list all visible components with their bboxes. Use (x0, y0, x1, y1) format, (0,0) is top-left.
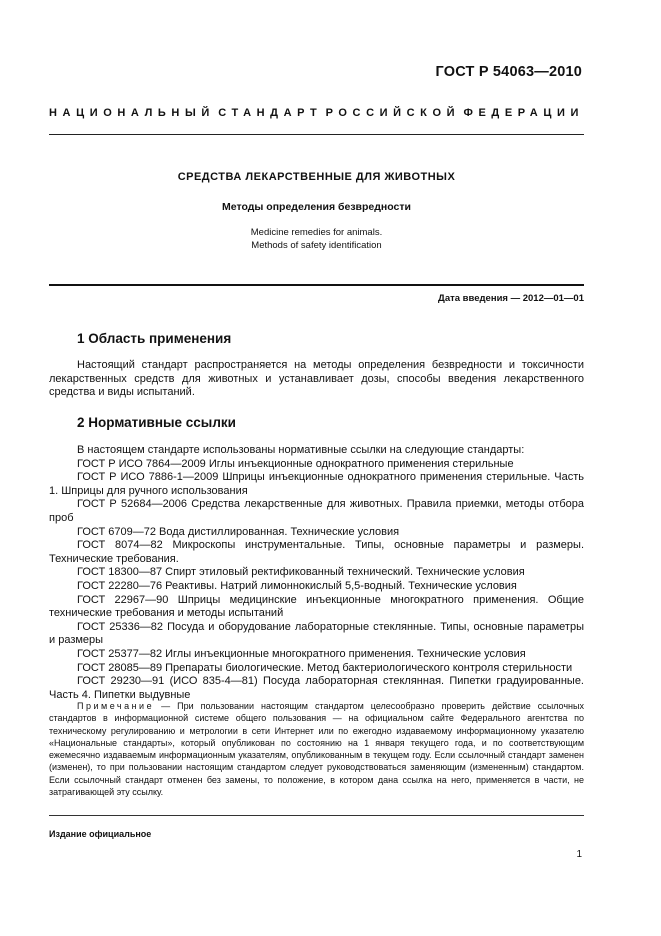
english-title-line-2: Methods of safety identification (251, 240, 382, 251)
reference-item: ГОСТ 22967—90 Шприцы медицинские инъекционные многократного применения. Общие технические требования и методы испытаний (49, 593, 584, 620)
national-standard-banner (49, 107, 584, 119)
references-intro: В настоящем стандарте использованы нормативные ссылки на следующие стандарты: (77, 444, 525, 456)
section-2-body (49, 444, 584, 702)
reference-item: ГОСТ 8074—82 Микроскопы инструментальные. Типы, основные параметры и размеры. Технические требования. (49, 539, 584, 565)
banner-word: ФЕДЕРАЦИИ (463, 107, 584, 119)
page-number: 1 (576, 849, 582, 860)
reference-item: ГОСТ 25336—82 Посуда и оборудование лабораторные стеклянные. Типы, основные параметры и размеры (49, 620, 584, 647)
document-code: ГОСТ Р 54063—2010 (435, 64, 582, 80)
reference-item: ГОСТ 22280—76 Реактивы. Натрий лимоннокислый 5,5-водный. Технические условия (77, 579, 517, 592)
reference-item: ГОСТ Р ИСО 7864—2009 Иглы инъекционные однократного применения стерильные (77, 457, 514, 470)
banner-word: СТАНДАРТ (218, 107, 323, 119)
english-title-line-1: Medicine remedies for animals. (250, 227, 383, 238)
document-title: СРЕДСТВА ЛЕКАРСТВЕННЫЕ ДЛЯ ЖИВОТНЫХ (177, 171, 456, 183)
reference-item: ГОСТ 6709—72 Вода дистиллированная. Технические условия (77, 525, 400, 538)
reference-item: ГОСТ 25377—82 Иглы инъекционные многократного применения. Технические условия (77, 647, 526, 660)
document-subtitle: Методы определения безвредности (222, 201, 411, 213)
section-1-paragraph: Настоящий стандарт распространяется на методы определения безвредности и токсичности лекарственных средств для животных и устанавливает дозы, способы введения лекарственного средства и виды испытаний. (49, 359, 584, 399)
note-block (49, 700, 584, 798)
note-paragraph (49, 700, 584, 798)
reference-item: ГОСТ Р ИСО 7886-1—2009 Шприцы инъекционные однократного применения стерильные. Часть 1. Шприцы для ручного использования (49, 471, 584, 497)
note-text: — При пользовании настоящим стандартом целесообразно проверить действие ссылочных стандартов в информационной системе общего пользования — на официальном сайте Федерального агентства по техническому регулированию и метрологии в сети Интернет или по ежегодно издаваемому информационному указателю «Национальные стандарты», который опубликован по состоянию на 1 января текущего года, и по соответствующим ежемесячно издаваемым информационным указателям, опубликованным в текущем году. Если ссылочный стандарт заменен (изменен), то при пользовании настоящим стандартом следует руководствоваться заменяющим (измененным) стандартом. Если ссылочный стандарт отменен без замены, то положение, в котором дана ссылка на него, применяется в части, не затрагивающей эту ссылку. (49, 701, 584, 798)
banner-word: РОССИЙСКОЙ (325, 107, 461, 119)
introduction-date: Дата введения — 2012—01—01 (438, 293, 584, 304)
reference-item: ГОСТ Р 52684—2006 Средства лекарственные для животных. Правила приемки, методы отбора проб (49, 498, 584, 524)
reference-item: ГОСТ 29230—91 (ИСО 835-4—81) Посуда лабораторная стеклянная. Пипетки градуированные. Часть 4. Пипетки выдувные (49, 675, 584, 701)
section-1-heading: 1 Область применения (77, 331, 232, 346)
note-label: Примечание (77, 701, 155, 711)
header-divider (49, 134, 584, 135)
official-edition-label: Издание официальное (49, 829, 152, 839)
banner-word: НАЦИОНАЛЬНЫЙ (49, 107, 215, 119)
footer-divider (49, 815, 584, 816)
section-2-heading: 2 Нормативные ссылки (77, 415, 236, 430)
reference-item: ГОСТ 28085—89 Препараты биологические. Метод бактериологического контроля стерильности (77, 661, 573, 674)
title-divider (49, 284, 584, 286)
reference-item: ГОСТ 18300—87 Спирт этиловый ректификованный технический. Технические условия (77, 566, 525, 579)
section-1-body (49, 359, 584, 400)
